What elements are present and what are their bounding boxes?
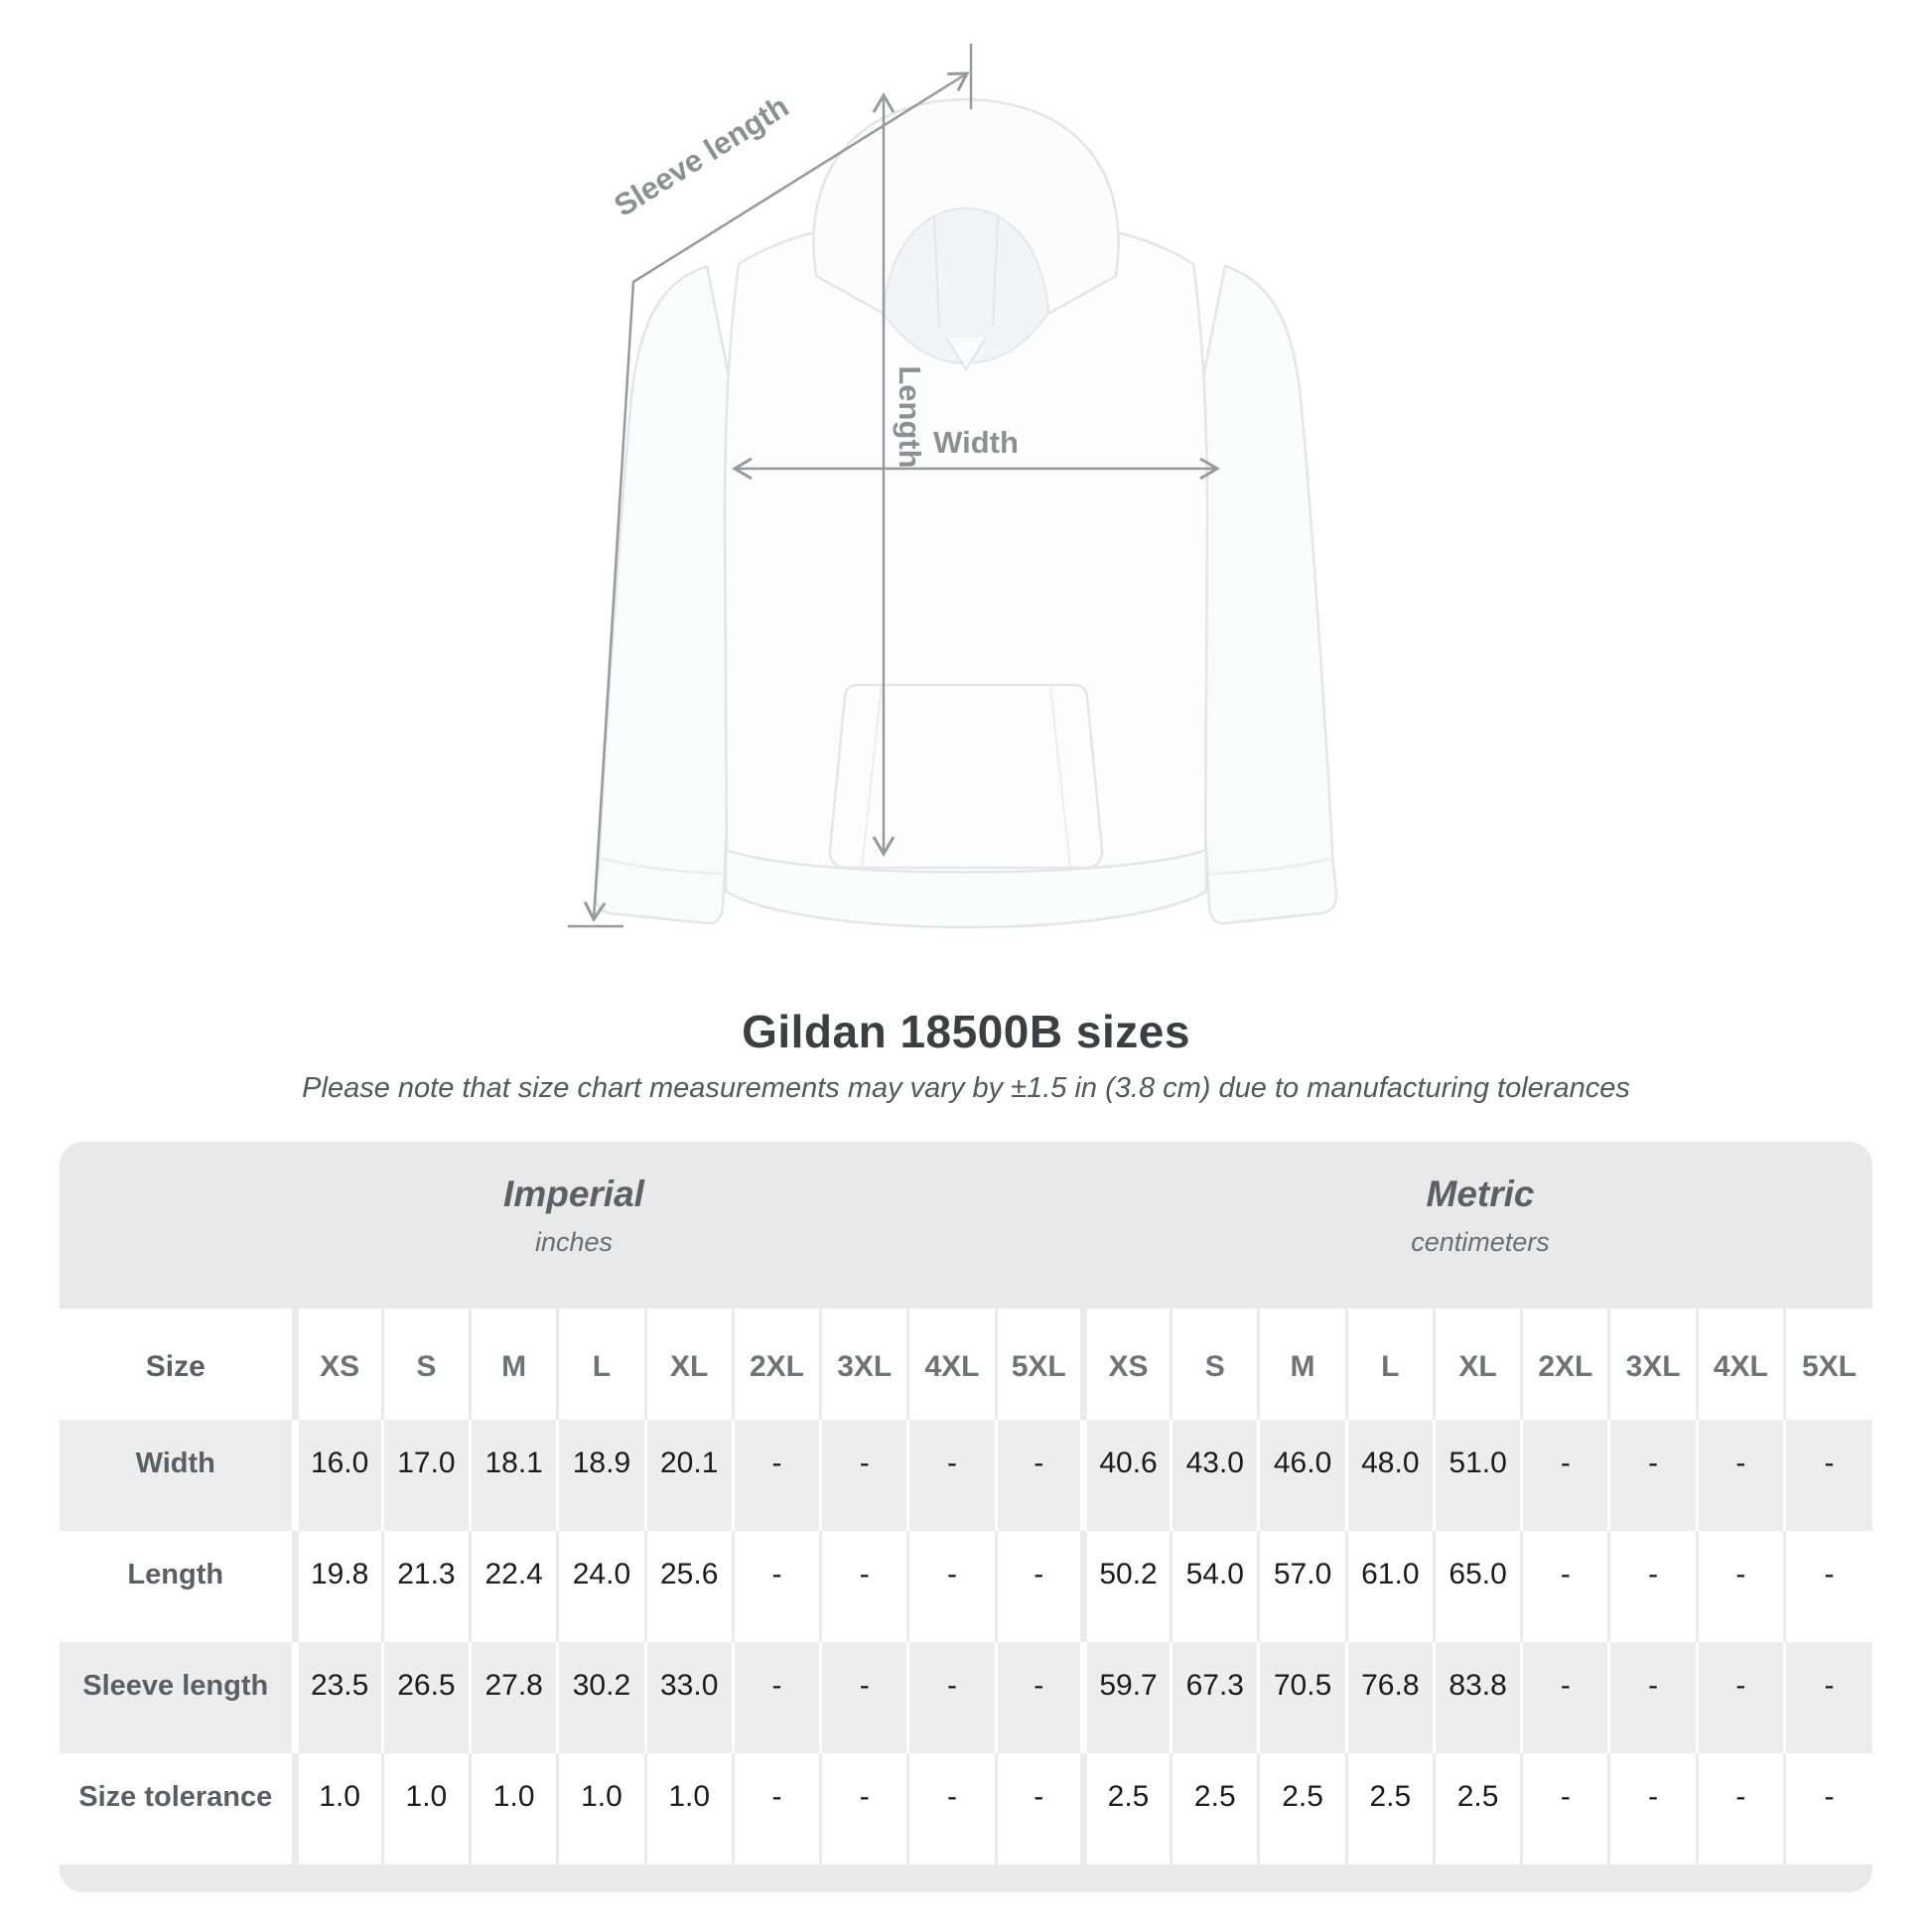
column-header-imperial-l: L [558,1309,645,1420]
page-subtitle: Please note that size chart measurements may vary by ±1.5 in (3.8 cm) due to manufacturing tolerances [302,1072,1630,1104]
value-cell-metric-s: 2.5 [1172,1753,1259,1864]
value-cell-metric-xl: 2.5 [1434,1753,1521,1864]
column-header-metric-s: S [1172,1309,1259,1420]
value-cell-imperial-xl: 33.0 [645,1642,733,1753]
value-cell-imperial-3xl: - [821,1531,908,1642]
value-cell-imperial-s: 21.3 [382,1531,470,1642]
column-header-metric-4xl: 4XL [1697,1309,1784,1420]
row-label: Width [135,1448,215,1479]
value-cell-imperial-4xl: - [908,1420,996,1531]
value-cell-imperial-l: 1.0 [558,1753,645,1864]
row-label: Size tolerance [78,1781,273,1813]
value-cell-imperial-s: 1.0 [382,1753,470,1864]
value-cell-metric-5xl: - [1785,1753,1872,1864]
value-cell-imperial-4xl: - [908,1531,996,1642]
value-cell-imperial-4xl: - [908,1642,996,1753]
value-cell-metric-xl: 65.0 [1434,1531,1521,1642]
value-cell-imperial-s: 17.0 [382,1420,470,1531]
value-cell-imperial-xs: 19.8 [295,1531,382,1642]
value-cell-metric-3xl: - [1609,1642,1697,1753]
value-cell-metric-4xl: - [1697,1420,1784,1531]
value-cell-metric-4xl: - [1697,1753,1784,1864]
value-cell-imperial-2xl: - [733,1531,820,1642]
value-cell-metric-m: 46.0 [1259,1420,1346,1531]
value-cell-imperial-xl: 20.1 [645,1420,733,1531]
value-cell-metric-3xl: - [1609,1753,1697,1864]
value-cell-imperial-5xl: - [996,1420,1083,1531]
column-header-imperial-s: S [382,1309,470,1420]
value-cell-imperial-l: 24.0 [558,1531,645,1642]
value-cell-metric-m: 57.0 [1259,1531,1346,1642]
hoodie-left-sleeve [596,266,739,923]
value-cell-metric-3xl: - [1609,1531,1697,1642]
size-table [60,1142,1872,1892]
value-cell-imperial-xl: 1.0 [645,1753,733,1864]
table-row-length [60,1531,1872,1642]
hoodie-illustration [596,99,1336,927]
value-cell-metric-m: 70.5 [1259,1642,1346,1753]
units-header-band [60,1142,1872,1309]
value-cell-imperial-3xl: - [821,1753,908,1864]
width-label: Width [933,425,1019,460]
length-label: Length [893,365,927,469]
column-header-metric-l: L [1346,1309,1434,1420]
value-cell-metric-m: 2.5 [1259,1753,1346,1864]
value-cell-metric-s: 43.0 [1172,1420,1259,1531]
column-header-imperial-xl: XL [645,1309,733,1420]
value-cell-imperial-2xl: - [733,1642,820,1753]
value-cell-metric-s: 54.0 [1172,1531,1259,1642]
metric-unit: centimeters [1411,1227,1550,1257]
metric-section-header [1088,1142,1872,1309]
value-cell-metric-2xl: - [1522,1420,1609,1531]
value-cell-metric-2xl: - [1522,1753,1609,1864]
value-cell-imperial-5xl: - [996,1753,1083,1864]
value-cell-imperial-l: 18.9 [558,1420,645,1531]
column-header-metric-xs: XS [1083,1309,1171,1420]
metric-title: Metric [1426,1173,1535,1214]
column-header-metric-5xl: 5XL [1785,1309,1872,1420]
value-cell-imperial-5xl: - [996,1531,1083,1642]
row-label: Sleeve length [82,1670,269,1702]
value-cell-metric-2xl: - [1522,1531,1609,1642]
value-cell-metric-4xl: - [1697,1531,1784,1642]
size-header-row [60,1309,1872,1420]
column-header-metric-3xl: 3XL [1609,1309,1697,1420]
value-cell-metric-2xl: - [1522,1642,1609,1753]
value-cell-imperial-m: 18.1 [471,1420,558,1531]
value-cell-imperial-xs: 1.0 [295,1753,382,1864]
value-cell-imperial-xl: 25.6 [645,1531,733,1642]
column-header-size: Size [145,1350,206,1383]
column-header-imperial-5xl: 5XL [996,1309,1083,1420]
value-cell-metric-5xl: - [1785,1420,1872,1531]
value-cell-imperial-3xl: - [821,1420,908,1531]
table-row-size-tolerance [60,1753,1872,1864]
value-cell-imperial-2xl: - [733,1753,820,1864]
value-cell-metric-4xl: - [1697,1642,1784,1753]
imperial-unit: inches [534,1227,614,1257]
column-header-metric-xl: XL [1434,1309,1521,1420]
value-cell-metric-xs: 40.6 [1083,1420,1171,1531]
value-cell-imperial-l: 30.2 [558,1642,645,1753]
column-header-metric-2xl: 2XL [1522,1309,1609,1420]
column-header-imperial-xs: XS [295,1309,382,1420]
hoodie-right-sleeve [1193,266,1336,923]
value-cell-metric-s: 67.3 [1172,1642,1259,1753]
value-cell-imperial-xs: 16.0 [295,1420,382,1531]
value-cell-imperial-2xl: - [733,1420,820,1531]
value-cell-imperial-4xl: - [908,1753,996,1864]
value-cell-imperial-m: 27.8 [471,1642,558,1753]
value-cell-metric-xs: 59.7 [1083,1642,1171,1753]
value-cell-metric-xs: 2.5 [1083,1753,1171,1864]
table-footer-bar [60,1864,1872,1892]
value-cell-metric-l: 2.5 [1346,1753,1434,1864]
table-row-width [60,1420,1872,1531]
value-cell-metric-3xl: - [1609,1420,1697,1531]
value-cell-metric-l: 76.8 [1346,1642,1434,1753]
value-cell-imperial-3xl: - [821,1642,908,1753]
value-cell-imperial-m: 22.4 [471,1531,558,1642]
value-cell-metric-l: 61.0 [1346,1531,1434,1642]
row-label: Length [127,1559,224,1590]
value-cell-imperial-5xl: - [996,1642,1083,1753]
value-cell-metric-l: 48.0 [1346,1420,1434,1531]
table-row-sleeve-length [60,1642,1872,1753]
column-header-metric-m: M [1259,1309,1346,1420]
value-cell-metric-xl: 83.8 [1434,1642,1521,1753]
column-header-imperial-4xl: 4XL [908,1309,996,1420]
value-cell-metric-xl: 51.0 [1434,1420,1521,1531]
value-cell-imperial-s: 26.5 [382,1642,470,1753]
measurements-table [60,1309,1872,1864]
column-header-imperial-2xl: 2XL [733,1309,820,1420]
imperial-section-header [60,1142,1088,1309]
column-header-imperial-3xl: 3XL [821,1309,908,1420]
value-cell-metric-xs: 50.2 [1083,1531,1171,1642]
sleeve-length-label: Sleeve length [608,88,795,223]
page-title: Gildan 18500B sizes [742,1006,1190,1057]
value-cell-imperial-xs: 23.5 [295,1642,382,1753]
imperial-title: Imperial [503,1173,644,1214]
value-cell-metric-5xl: - [1785,1642,1872,1753]
value-cell-imperial-m: 1.0 [471,1753,558,1864]
value-cell-metric-5xl: - [1785,1531,1872,1642]
column-header-imperial-m: M [471,1309,558,1420]
